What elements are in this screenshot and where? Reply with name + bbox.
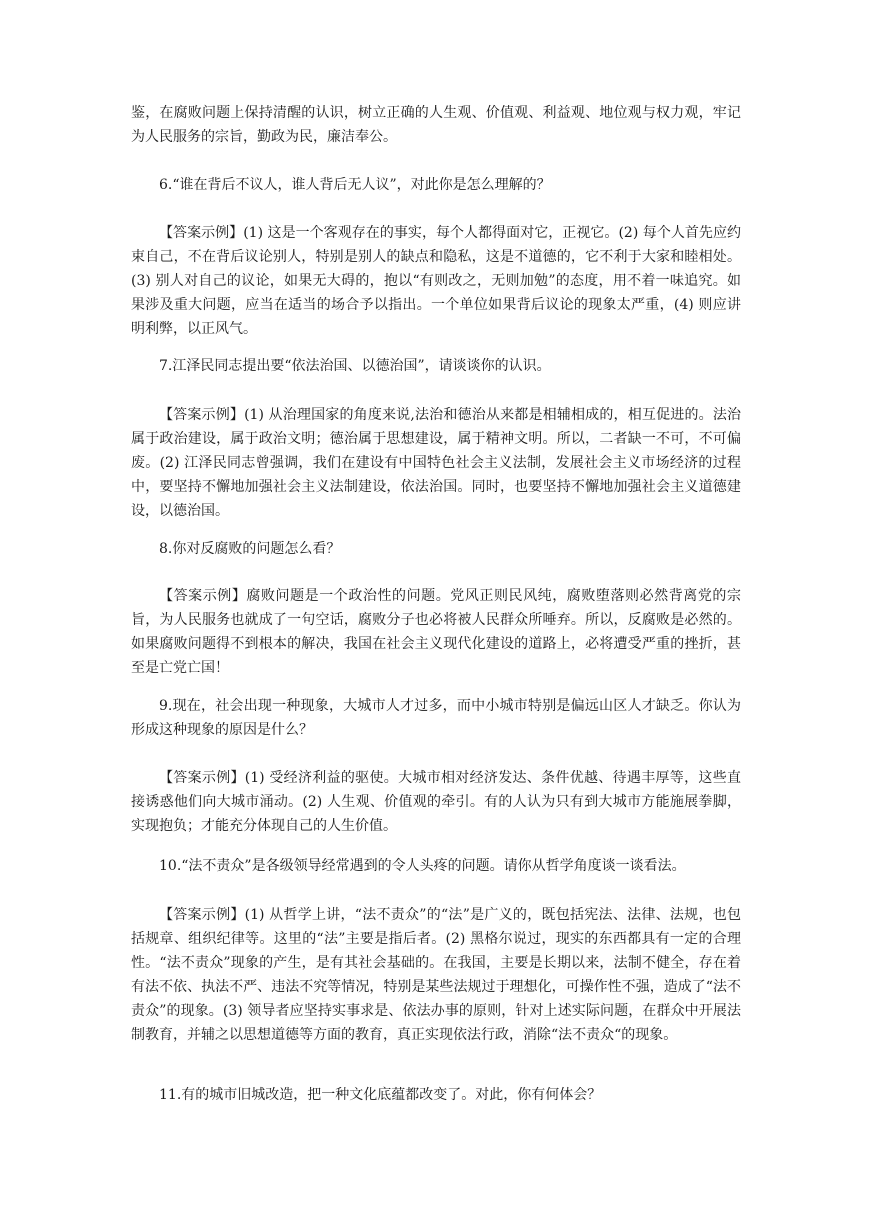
paragraph-continuation: 鉴，在腐败问题上保持清醒的认识，树立正确的人生观、价值观、利益观、地位观与权力观，牢记为人民服务的宗旨，勤政为民，廉洁奉公。 [131, 105, 741, 145]
question-9: 9.现在，社会出现一种现象，大城市人才过多，而中小城市特别是偏远山区人才缺乏。你认为形成这种现象的原因是什么？ [131, 698, 741, 738]
answer-8: 【答案示例】腐败问题是一个政治性的问题。党风正则民风纯，腐败堕落则必然背离党的宗旨，为人民服务也就成了一句空话，腐败分子也必将被人民群众所唾弃。所以，反腐败是必然的。如果腐败问题得不到根本的解决，我国在社会主义现代化建设的道路上，必将遭受严重的挫折，甚至是亡党亡国！ [131, 588, 741, 676]
question-10: 10.“法不责众”是各级领导经常遇到的令人头疼的问题。请你从哲学角度谈一谈看法。 [159, 858, 686, 874]
question-7: 7.江泽民同志提出要“依法治国、以德治国”，请谈谈你的认识。 [159, 358, 551, 374]
answer-9: 【答案示例】(1) 受经济利益的驱使。大城市相对经济发达、条件优越、待遇丰厚等，这些直接诱惑他们向大城市涌动。(2) 人生观、价值观的牵引。有的人认为只有到大城市方能施展拳脚，实现抱负；才能充分体现自己的人生价值。 [131, 770, 741, 834]
question-6: 6.“谁在背后不议人，谁人背后无人议”，对此你是怎么理解的？ [159, 177, 551, 193]
answer-7: 【答案示例】(1) 从治理国家的角度来说,法治和德治从来都是相辅相成的，相互促进的。法治属于政治建设，属于政治文明；德治属于思想建设，属于精神文明。所以，二者缺一不可，不可偏废。(2) 江泽民同志曾强调，我们在建设有中国特色社会主义法制，发展社会主义市场经济的过程中，要坚持不懈地加强社会主义法制建设，依法治国。同时，也要坚持不懈地加强社会主义道德建设，以德治国。 [131, 407, 741, 519]
answer-10: 【答案示例】(1) 从哲学上讲，“法不责众”的“法”是广义的，既包括宪法、法律、法规，也包括规章、组织纪律等。这里的“法”主要是指后者。(2) 黑格尔说过，现实的东西都具有一定的合理性。“法不责众”现象的产生，是有其社会基础的。在我国，主要是长期以来，法制不健全，存在着有法不依、执法不严、违法不究等情况，特别是某些法规过于理想化，可操作性不强，造成了“法不责众”的现象。(3) 领导者应坚持实事求是、依法办事的原则，针对上述实际问题，在群众中开展法制教育，并辅之以思想道德等方面的教育，真正实现依法行政，消除“法不责众“的现象。 [131, 907, 741, 1043]
answer-6: 【答案示例】(1) 这是一个客观存在的事实，每个人都得面对它，正视它。(2) 每个人首先应约束自己，不在背后议论别人，特别是别人的缺点和隐私，这是不道德的，它不利于大家和睦相处。(3) 别人对自己的议论，如果无大碍的，抱以“有则改之，无则加勉”的态度，用不着一味追究。如果涉及重大问题，应当在适当的场合予以指出。一个单位如果背后议论的现象太严重，(4) 则应讲明利弊，以正风气。 [131, 225, 741, 337]
question-11: 11.有的城市旧城改造，把一种文化底蕴都改变了。对此，你有何体会？ [159, 1087, 602, 1103]
question-8: 8.你对反腐败的问题怎么看？ [159, 541, 341, 557]
